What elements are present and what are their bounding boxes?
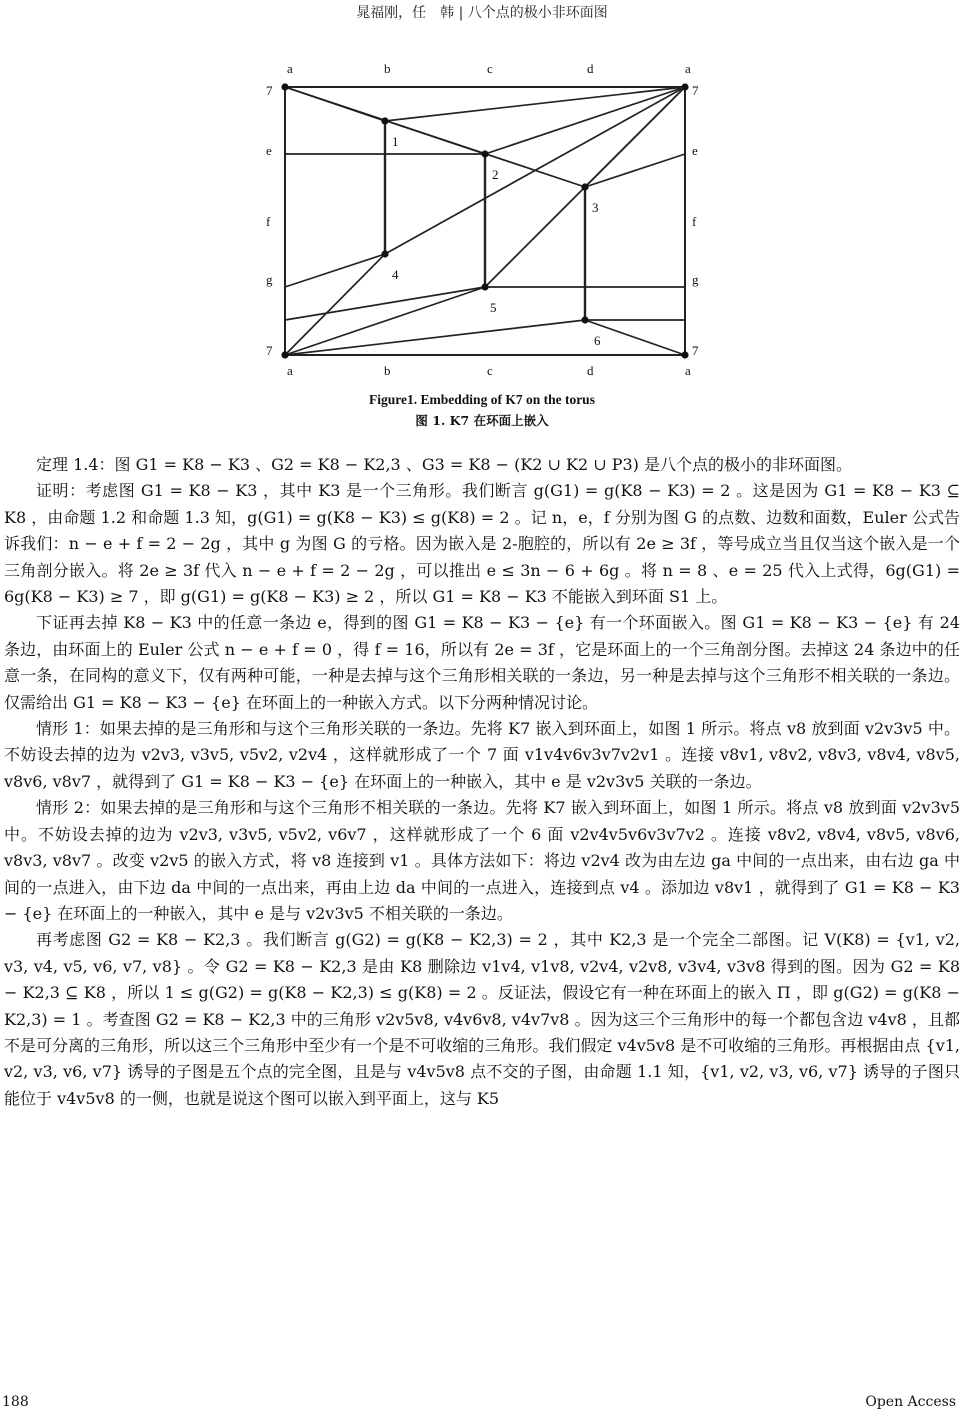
vertex-label: 1 <box>392 134 399 149</box>
vertex-label: 5 <box>490 300 497 315</box>
figure-caption-cn: 图 1. K7 在环面上嵌入 <box>415 413 549 428</box>
left-label: g <box>266 272 273 287</box>
top-label: d <box>587 61 594 76</box>
top-label: a <box>685 61 691 76</box>
body-text <box>4 452 960 1112</box>
right-label: e <box>692 143 698 158</box>
left-label: 7 <box>266 343 273 358</box>
publisher-label: Open Access <box>865 1394 956 1410</box>
right-label: 7 <box>692 83 699 98</box>
bottom-label: a <box>287 363 293 378</box>
bottom-label: a <box>685 363 691 378</box>
proof-paragraph: 证明：考虑图 G1 = K8 − K3 ，其中 K3 是一个三角形。我们断言 g(G1) = g(K8 − K3) = 2 。这是因为 G1 = K8 − K3 ⊆ K8 ，由命题 1.2 和命题 1.3 知，g(G1) = g(K8 − K3) ≤ g(K8) = 2 。记 n，e，f 分别为图 G 的点数、边数和面数，Euler 公式告诉我们：n − e + f = 2 − 2g ，其中 g 为图 G 的亏格。因为嵌入是 2-胞腔的，所以有 2e ≥ 3f ，等号成立当且仅当这个嵌入是一个三角剖分嵌入。将 2e ≥ 3f 代入 n − e + f = 2 − 2g ，可以推出 e ≤ 3n − 6 + 6g 。将 n = 8 、e = 25 代入上式得，6g(G1) = 6g(K8 − K3) ≥ 7 ，即 g(G1) = g(K8 − K3) ≥ 2 ，所以 G1 = K8 − K3 不能嵌入到环面 S1 上。 <box>4 481 960 607</box>
right-label: 7 <box>692 343 699 358</box>
top-label: b <box>384 61 391 76</box>
left-label: f <box>266 214 271 229</box>
page-number: 188 <box>2 1394 29 1410</box>
case1-paragraph: 情形 1：如果去掉的是三角形和与这个三角形关联的一条边。先将 K7 嵌入到环面上，如图 1 所示。将点 v8 放到面 v2v3v5 中。不妨设去掉的边为 v2v3, v3v5, v5v2, v2v4 ，这样就形成了一个 7 面 v1v4v6v3v7v2v1 。连接 v8v1, v8v2, v8v3, v8v4, v8v5, v8v6, v8v7 ，就得到了 G1 = K8 − K3 − {e} 在环面上的一种嵌入，其中 e 是 v2v3v5 关联的一条边。 <box>4 719 960 791</box>
theorem-paragraph: 定理 1.4：图 G1 = K8 − K3 、G2 = K8 − K2,3 、G3 = K8 − (K2 ∪ K2 ∪ P3) 是八个点的极小的非环面图。 <box>36 455 853 474</box>
top-label: c <box>487 61 493 76</box>
right-label: g <box>692 272 699 287</box>
bottom-label: c <box>487 363 493 378</box>
case2-paragraph: 情形 2：如果去掉的是三角形和与这个三角形不相关联的一条边。先将 K7 嵌入到环面上，如图 1 所示。将点 v8 放到面 v2v3v5 中。不妨设去掉的边为 v2v3, v3v5, v5v2, v6v7 ，这样就形成了一个 6 面 v2v4v5v6v3v7v2 。连接 v8v2, v8v4, v8v5, v8v6, v8v3, v8v7 。改变 v2v5 的嵌入方式，将 v8 连接到 v1 。具体方法如下：将边 v2v4 改为由左边 ga 中间的一点出来，由右边 ga 中间的一点进入，由下边 da 中间的一点出来，再由上边 da 中间的一点进入，连接到点 v4 。添加边 v8v1 ，就得到了 G1 = K8 − K3 − {e} 在环面上的一种嵌入，其中 e 是与 v2v3v5 不相关联的一条边。 <box>4 798 960 923</box>
vertex-label: 6 <box>594 333 601 348</box>
paragraph: 下证再去掉 K8 − K3 中的任意一条边 e，得到的图 G1 = K8 − K3 − {e} 有一个环面嵌入。图 G1 = K8 − K3 − {e} 有 24 条边，由环面上的 Euler 公式 n − e + f = 0 ，得 f = 16，所以有 2e = 3f ，它是环面上的一个三角剖分图。去掉这 24 条边中的任意一条，在同构的意义下，仅有两种可能，一种是去掉与这个三角形相关联的一条边，另一种是去掉与这个三角形不相关联的一条边。仅需给出 G1 = K8 − K3 − {e} 在环面上的一种嵌入方式。以下分两种情况讨论。 <box>4 613 960 712</box>
vertex-label: 2 <box>492 167 499 182</box>
paragraph: 再考虑图 G2 = K8 − K2,3 。我们断言 g(G2) = g(K8 − K2,3) = 2 ，其中 K2,3 是一个完全二部图。记 V(K8) = {v1, v2, v3, v4, v5, v6, v7, v8} 。令 G2 = K8 − K2,3 是由 K8 删除边 v1v4, v1v8, v2v4, v2v8, v3v4, v3v8 得到的图。因为 G2 = K8 − K2,3 ⊆ K8 ，所以 1 ≤ g(G2) = g(K8 − K2,3) ≤ g(K8) = 2 。反证法，假设它有一种在环面上的嵌入 Π ，即 g(G2) = g(K8 − K2,3) = 1 。考查图 G2 = K8 − K2,3 中的三角形 v2v5v8, v4v6v8, v4v7v8 。因为这三个三角形中的每一个都包含边 v4v8 ，且都不是可分离的三角形，所以这三个三角形中至少有一个是不可收缩的三角形。我们假定 v4v5v8 是不可收缩的三角形。再根据由点 {v1, v2, v3, v6, v7} 诱导的子图是五个点的完全图，且是与 v4v5v8 点不交的子图，由命题 1.1 知，{v1, v2, v3, v6, v7} 诱导的子图只能位于 v4v5v8 的一侧，也就是说这个图可以嵌入到平面上，这与 K5 <box>4 930 960 1108</box>
left-label: 7 <box>266 83 273 98</box>
bottom-label: b <box>384 363 391 378</box>
top-label: a <box>287 61 293 76</box>
figure-caption-en: Figure1. Embedding of K7 on the torus <box>369 392 595 407</box>
left-label: e <box>266 143 272 158</box>
bottom-label: d <box>587 363 594 378</box>
vertex-label: 3 <box>592 200 599 215</box>
vertex-label: 4 <box>392 267 399 282</box>
figure-k7-torus <box>260 54 710 384</box>
running-header: 晁福刚，任 韩 | 八个点的极小非环面图 <box>356 5 608 21</box>
right-label: f <box>692 214 697 229</box>
